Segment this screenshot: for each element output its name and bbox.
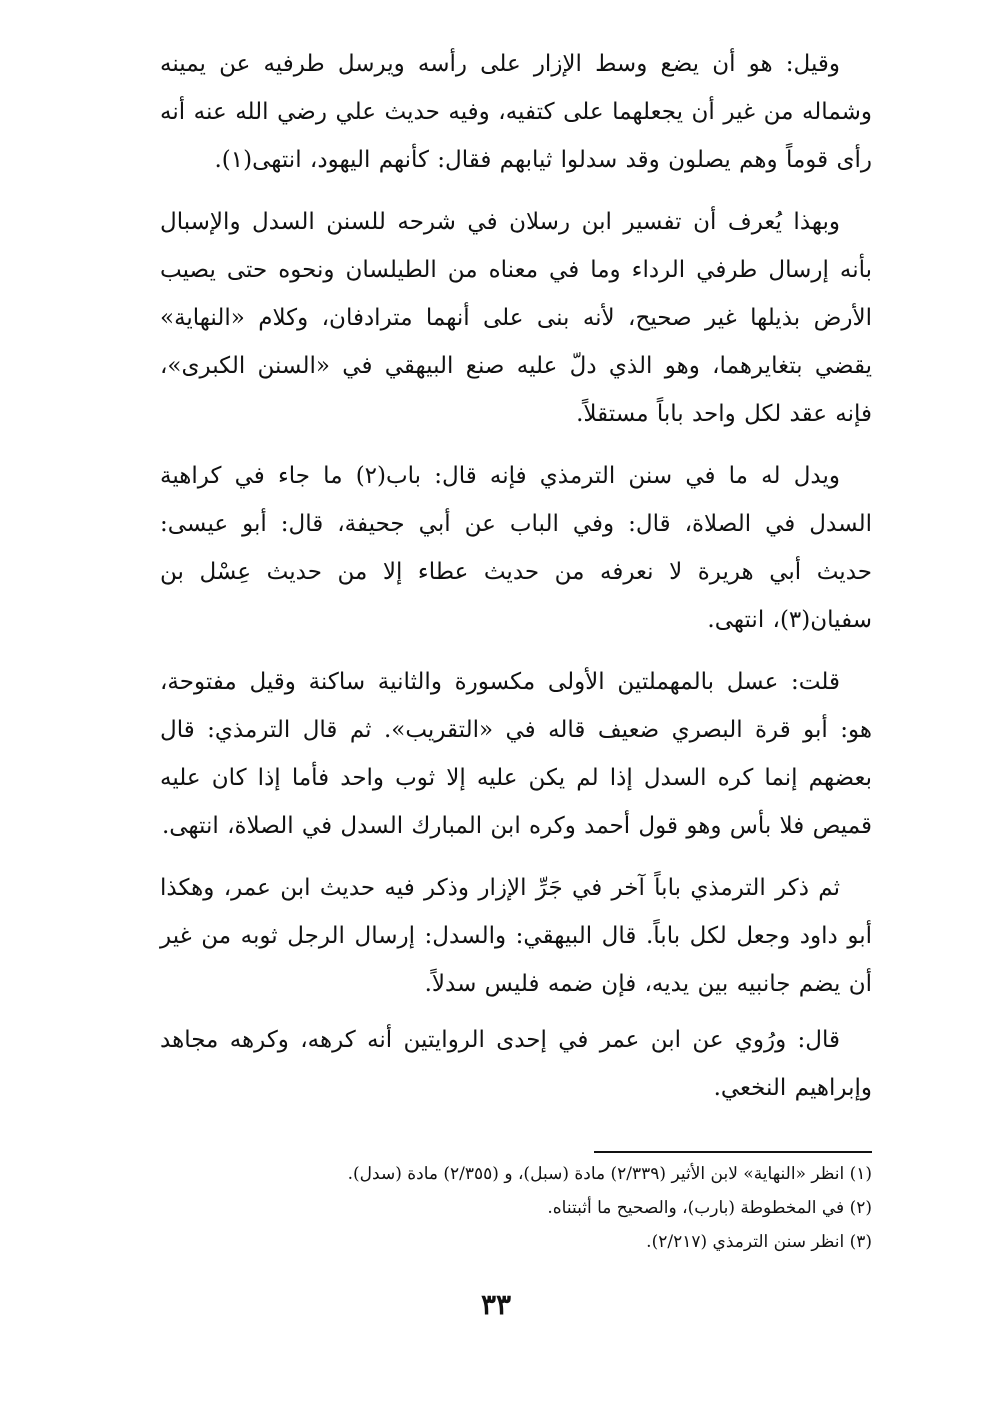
paragraph-6: قال: ورُوي عن ابن عمر في إحدى الروايتين أنه كرهه، وكرهه مجاهد وإبراهيم النخعي. — [160, 1027, 872, 1101]
paragraph-2: وبهذا يُعرف أن تفسير ابن رسلان في شرحه للسنن السدل والإسبال بأنه إرسال طرفي الرداء وما في معناه من الطيلسان ونحوه حتى يصيب الأرض بذيلها غير صحيح، لأنه بنى على أنهما مترادفان، وكلام «النهاية» يقضي بتغايرهما، وهو الذي دلّ عليه صنع البيهقي في «السنن الكبرى»، فإنه عقد لكل واحد باباً مستقلاً. — [160, 209, 872, 427]
footnote-2: (٢) في المخطوطة (بارب)، والصحيح ما أثبتناه. — [547, 1198, 872, 1218]
footnote-separator — [594, 1151, 872, 1153]
footnotes — [160, 1157, 872, 1259]
footnote-3: (٣) انظر سنن الترمذي (٢/٢١٧). — [646, 1232, 872, 1252]
paragraph-1: وقيل: هو أن يضع وسط الإزار على رأسه ويرسل طرفيه عن يمينه وشماله من غير أن يجعلهما على كتفيه، وفيه حديث علي رضي الله عنه أنه رأى قوماً وهم يصلون وقد سدلوا ثيابهم فقال: كأنهم اليهود، انتهى(١). — [160, 51, 872, 173]
paragraph-4: قلت: عسل بالمهملتين الأولى مكسورة والثانية ساكنة وقيل مفتوحة، هو: أبو قرة البصري ضعيف قاله في «التقريب». ثم قال الترمذي: قال بعضهم إنما كره السدل إذا لم يكن عليه إلا ثوب واحد فأما إذا كان عليه قميص فلا بأس وهو قول أحمد وكره ابن المبارك السدل في الصلاة، انتهى. — [160, 669, 873, 839]
paragraph-5: ثم ذكر الترمذي باباً آخر في جَرِّ الإزار وذكر فيه حديث ابن عمر، وهكذا أبو داود وجعل لكل باباً. قال البيهقي: والسدل: إرسال الرجل ثوبه من غير أن يضم جانبيه بين يديه، فإن ضمه فليس سدلاً. — [160, 875, 872, 997]
page-number: ٣٣ — [480, 1288, 512, 1321]
footnote-1: (١) انظر «النهاية» لابن الأثير (٢/٣٣٩) مادة (سبل)، و (٢/٣٥٥) مادة (سدل). — [347, 1164, 872, 1184]
paragraph-3: ويدل له ما في سنن الترمذي فإنه قال: باب(٢) ما جاء في كراهية السدل في الصلاة، قال: وفي الباب عن أبي جحيفة، قال: أبو عيسى: حديث أبي هريرة لا نعرفه من حديث عطاء إلا من حديث عِسْل بن سفيان(٣)، انتهى. — [160, 463, 872, 633]
main-text — [160, 40, 872, 1120]
